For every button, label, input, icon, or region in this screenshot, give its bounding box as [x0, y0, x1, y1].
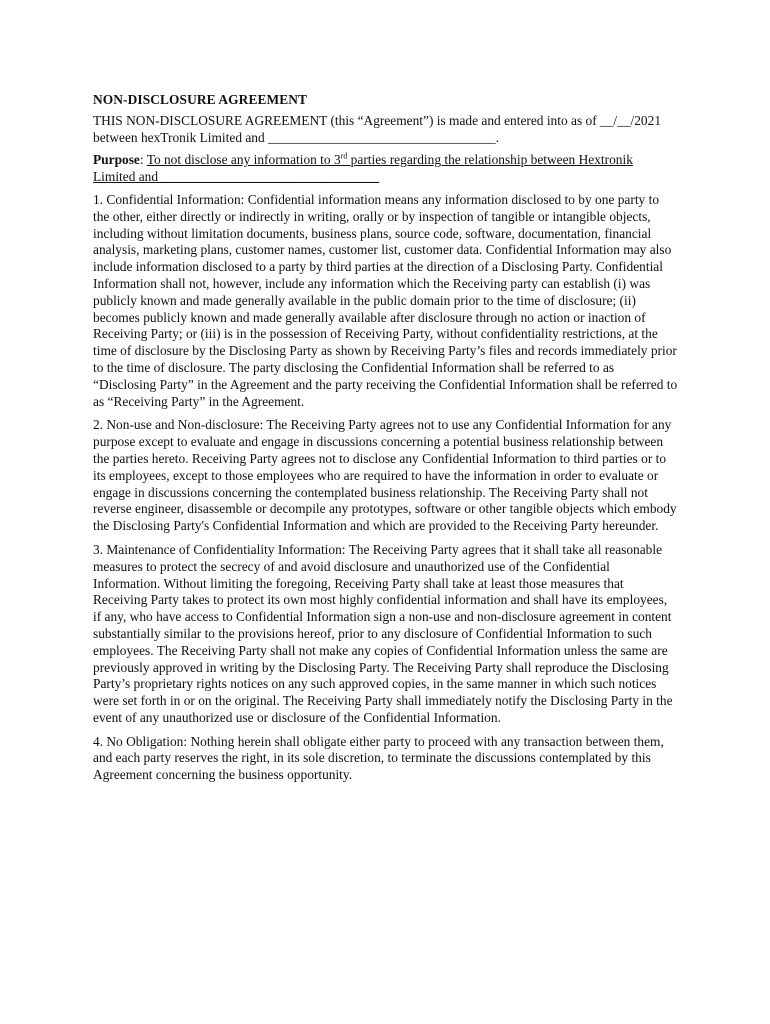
purpose-text-b: parties regarding the relationship between Hextronik Limited and ____________________ ____________	[93, 152, 633, 185]
intro-paragraph: THIS NON-DISCLOSURE AGREEMENT (this “Agreement”) is made and entered into as of __/__/2021 between hexTronik Limited and __________________________________.	[93, 112, 662, 145]
purpose-text	[93, 152, 633, 184]
document-title: NON-DISCLOSURE AGREEMENT	[93, 92, 308, 107]
document-page	[93, 92, 678, 791]
purpose-superscript: rd	[340, 151, 348, 161]
section-no-obligation: 4. No Obligation: Nothing herein shall obligate either party to proceed with any transaction between them, and each party reserves the right, in its sole discretion, to terminate the discussions contemplated by this Agreement concerning the business opportunity.	[93, 733, 664, 783]
purpose-label: Purpose	[93, 152, 140, 168]
section-maintenance-confidentiality: 3. Maintenance of Confidentiality Information: The Receiving Party agrees that it shall take all reasonable measures to protect the secrecy of and avoid disclosure and unauthorized use of the Confidential Information. Without limiting the foregoing, Receiving Party shall take at least those measures that Receiving Party takes to protect its own most highly confidential information and shall have its employees, if any, who have access to Confidential Information sign a non-use and non-disclosure agreement in content substantially similar to the provisions hereof, prior to any disclosure of Confidential Information to such employees. The Receiving Party shall not make any copies of Confidential Information unless the same are previously approved in writing by the Disclosing Party. The Receiving Party shall reproduce the Disclosing Party’s proprietary rights notices on any such approved copies, in the same manner in which such notices were set forth in or on the original. The Receiving Party shall immediately notify the Disclosing Party in the event of any unauthorized use or disclosure of the Confidential Information.	[93, 541, 673, 725]
purpose-colon: :	[139, 152, 147, 168]
purpose-text-a: To not disclose any information to 3	[146, 152, 341, 168]
section-confidential-information: 1. Confidential Information: Confidential information means any information disclosed to by one party to the other, either directly or indirectly in writing, orally or by inspection of tangible or intangible objects, including without limitation documents, business plans, source code, software, documentation, financial analysis, marketing plans, customer names, customer list, customer data. Confidential Information may also include information disclosed to a party by third parties at the direction of a Disclosing Party. Confidential Information shall not, however, include any information which the Receiving party can establish (i) was publicly known and made generally available in the public domain prior to the time of disclosure; (ii) becomes publicly known and made generally available after disclosure through no action or inaction of Receiving Party; or (iii) is in the possession of Receiving Party, without confidentiality restrictions, at the time of disclosure by the Disclosing Party as shown by Receiving Party’s files and records immediately prior to the time of disclosure. The party disclosing the Confidential Information shall be referred to as “Disclosing Party” in the Agreement and the party receiving the Confidential Information shall be referred to as “Receiving Party” in the Agreement.	[93, 191, 678, 409]
section-non-use-non-disclosure: 2. Non-use and Non-disclosure: The Receiving Party agrees not to use any Confidential Information for any purpose except to evaluate and engage in discussions concerning a potential business relationship between the parties hereto. Receiving Party agrees not to disclose any Confidential Information to third parties or to its employees, except to those employees who are required to have the information in order to evaluate or engage in discussions concerning the contemplated business relationship. The Receiving Party shall not reverse engineer, disassemble or decompile any prototypes, software or other tangible objects which embody the Disclosing Party's Confidential Information and which are provided to the Receiving Party hereunder.	[93, 417, 677, 534]
purpose-paragraph	[93, 152, 678, 186]
